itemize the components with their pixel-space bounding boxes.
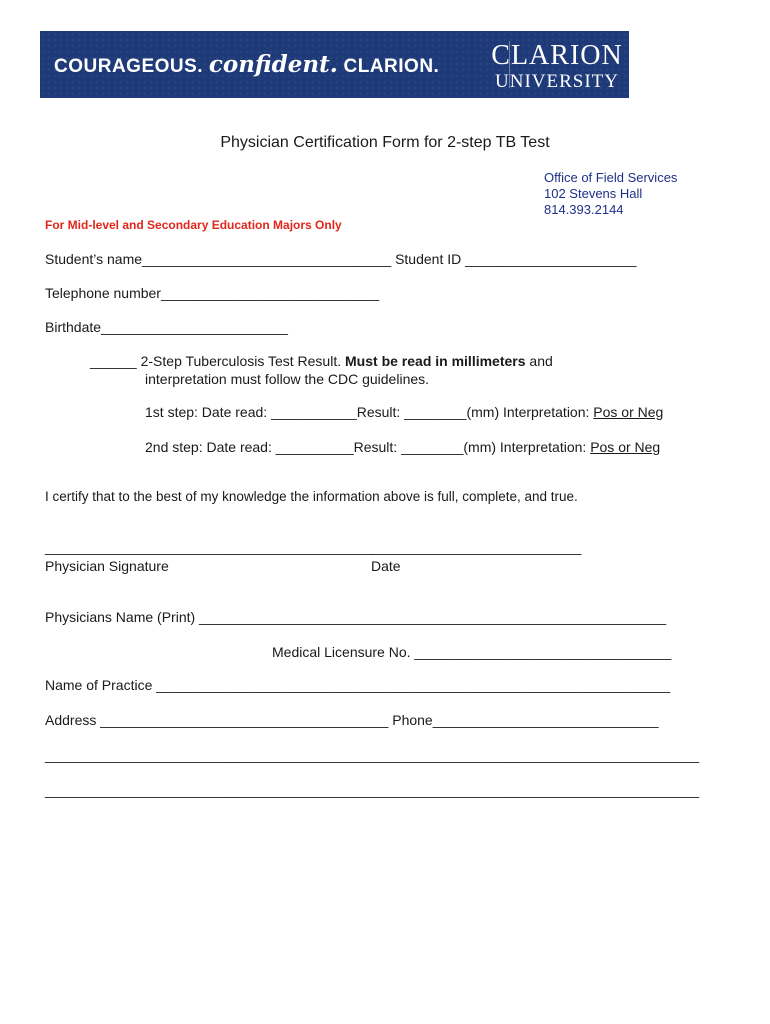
tb-result-suffix: and xyxy=(525,353,553,369)
page-title: Physician Certification Form for 2-step TB Test xyxy=(220,134,550,151)
telephone-field[interactable]: Telephone number____________________________ xyxy=(45,285,379,301)
medical-license-field[interactable]: Medical Licensure No. _________________________________ xyxy=(272,644,672,660)
office-address xyxy=(544,170,677,218)
office-phone: 814.393.2144 xyxy=(544,202,624,217)
step1-field[interactable] xyxy=(145,404,663,420)
tb-guidelines: interpretation must follow the CDC guidelines. xyxy=(145,371,430,387)
tagline-confident: confident. xyxy=(208,51,338,78)
tagline-clarion: CLARION. xyxy=(343,56,440,77)
extra-line-1[interactable]: ____________________________________________________________________________________ xyxy=(45,747,700,763)
eligibility-note: For Mid-level and Secondary Education Majors Only xyxy=(45,218,342,232)
address-phone-field[interactable]: Address _____________________________________ Phone_____________________________ xyxy=(45,712,659,728)
tb-result-prefix: ______ 2-Step Tuberculosis Test Result. xyxy=(90,353,346,369)
physician-name-field[interactable]: Physicians Name (Print) ____________________________________________________________ xyxy=(45,609,667,625)
banner-tagline xyxy=(54,51,439,78)
step2-interpretation-choice[interactable]: Pos or Neg xyxy=(590,439,661,455)
step1-interpretation-choice[interactable]: Pos or Neg xyxy=(593,404,664,420)
university-logo-line-1: CLARION xyxy=(491,40,623,71)
certification-statement: I certify that to the best of my knowledge the information above is full, complete, and true. xyxy=(45,489,578,504)
signature-line[interactable]: __________________________________________ xyxy=(45,539,373,555)
tagline-courageous: COURAGEOUS. xyxy=(54,56,204,77)
date-label: Date xyxy=(371,558,401,574)
student-name-field[interactable]: Student’s name________________________________ Student ID ______________________ xyxy=(45,251,637,267)
step2-label: 2nd step: Date read: __________Result: ________(mm) Interpretation: xyxy=(145,439,591,455)
header-banner xyxy=(40,31,629,98)
practice-name-field[interactable]: Name of Practice __________________________________________________________________ xyxy=(45,677,671,693)
extra-line-2[interactable]: ____________________________________________________________________________________ xyxy=(45,782,700,798)
office-name: Office of Field Services xyxy=(544,170,678,185)
office-building: 102 Stevens Hall xyxy=(544,186,643,201)
step1-label: 1st step: Date read: ___________Result: ________(mm) Interpretation: xyxy=(145,404,594,420)
step2-field[interactable] xyxy=(145,439,660,455)
tb-result-bold: Must be read in millimeters xyxy=(345,353,526,369)
date-line[interactable]: ___________________________ xyxy=(371,539,582,555)
tb-result-field[interactable] xyxy=(90,353,553,369)
birthdate-field[interactable]: Birthdate________________________ xyxy=(45,319,288,335)
signature-label: Physician Signature xyxy=(45,558,169,574)
university-logo-line-2: UNIVERSITY xyxy=(495,71,619,92)
